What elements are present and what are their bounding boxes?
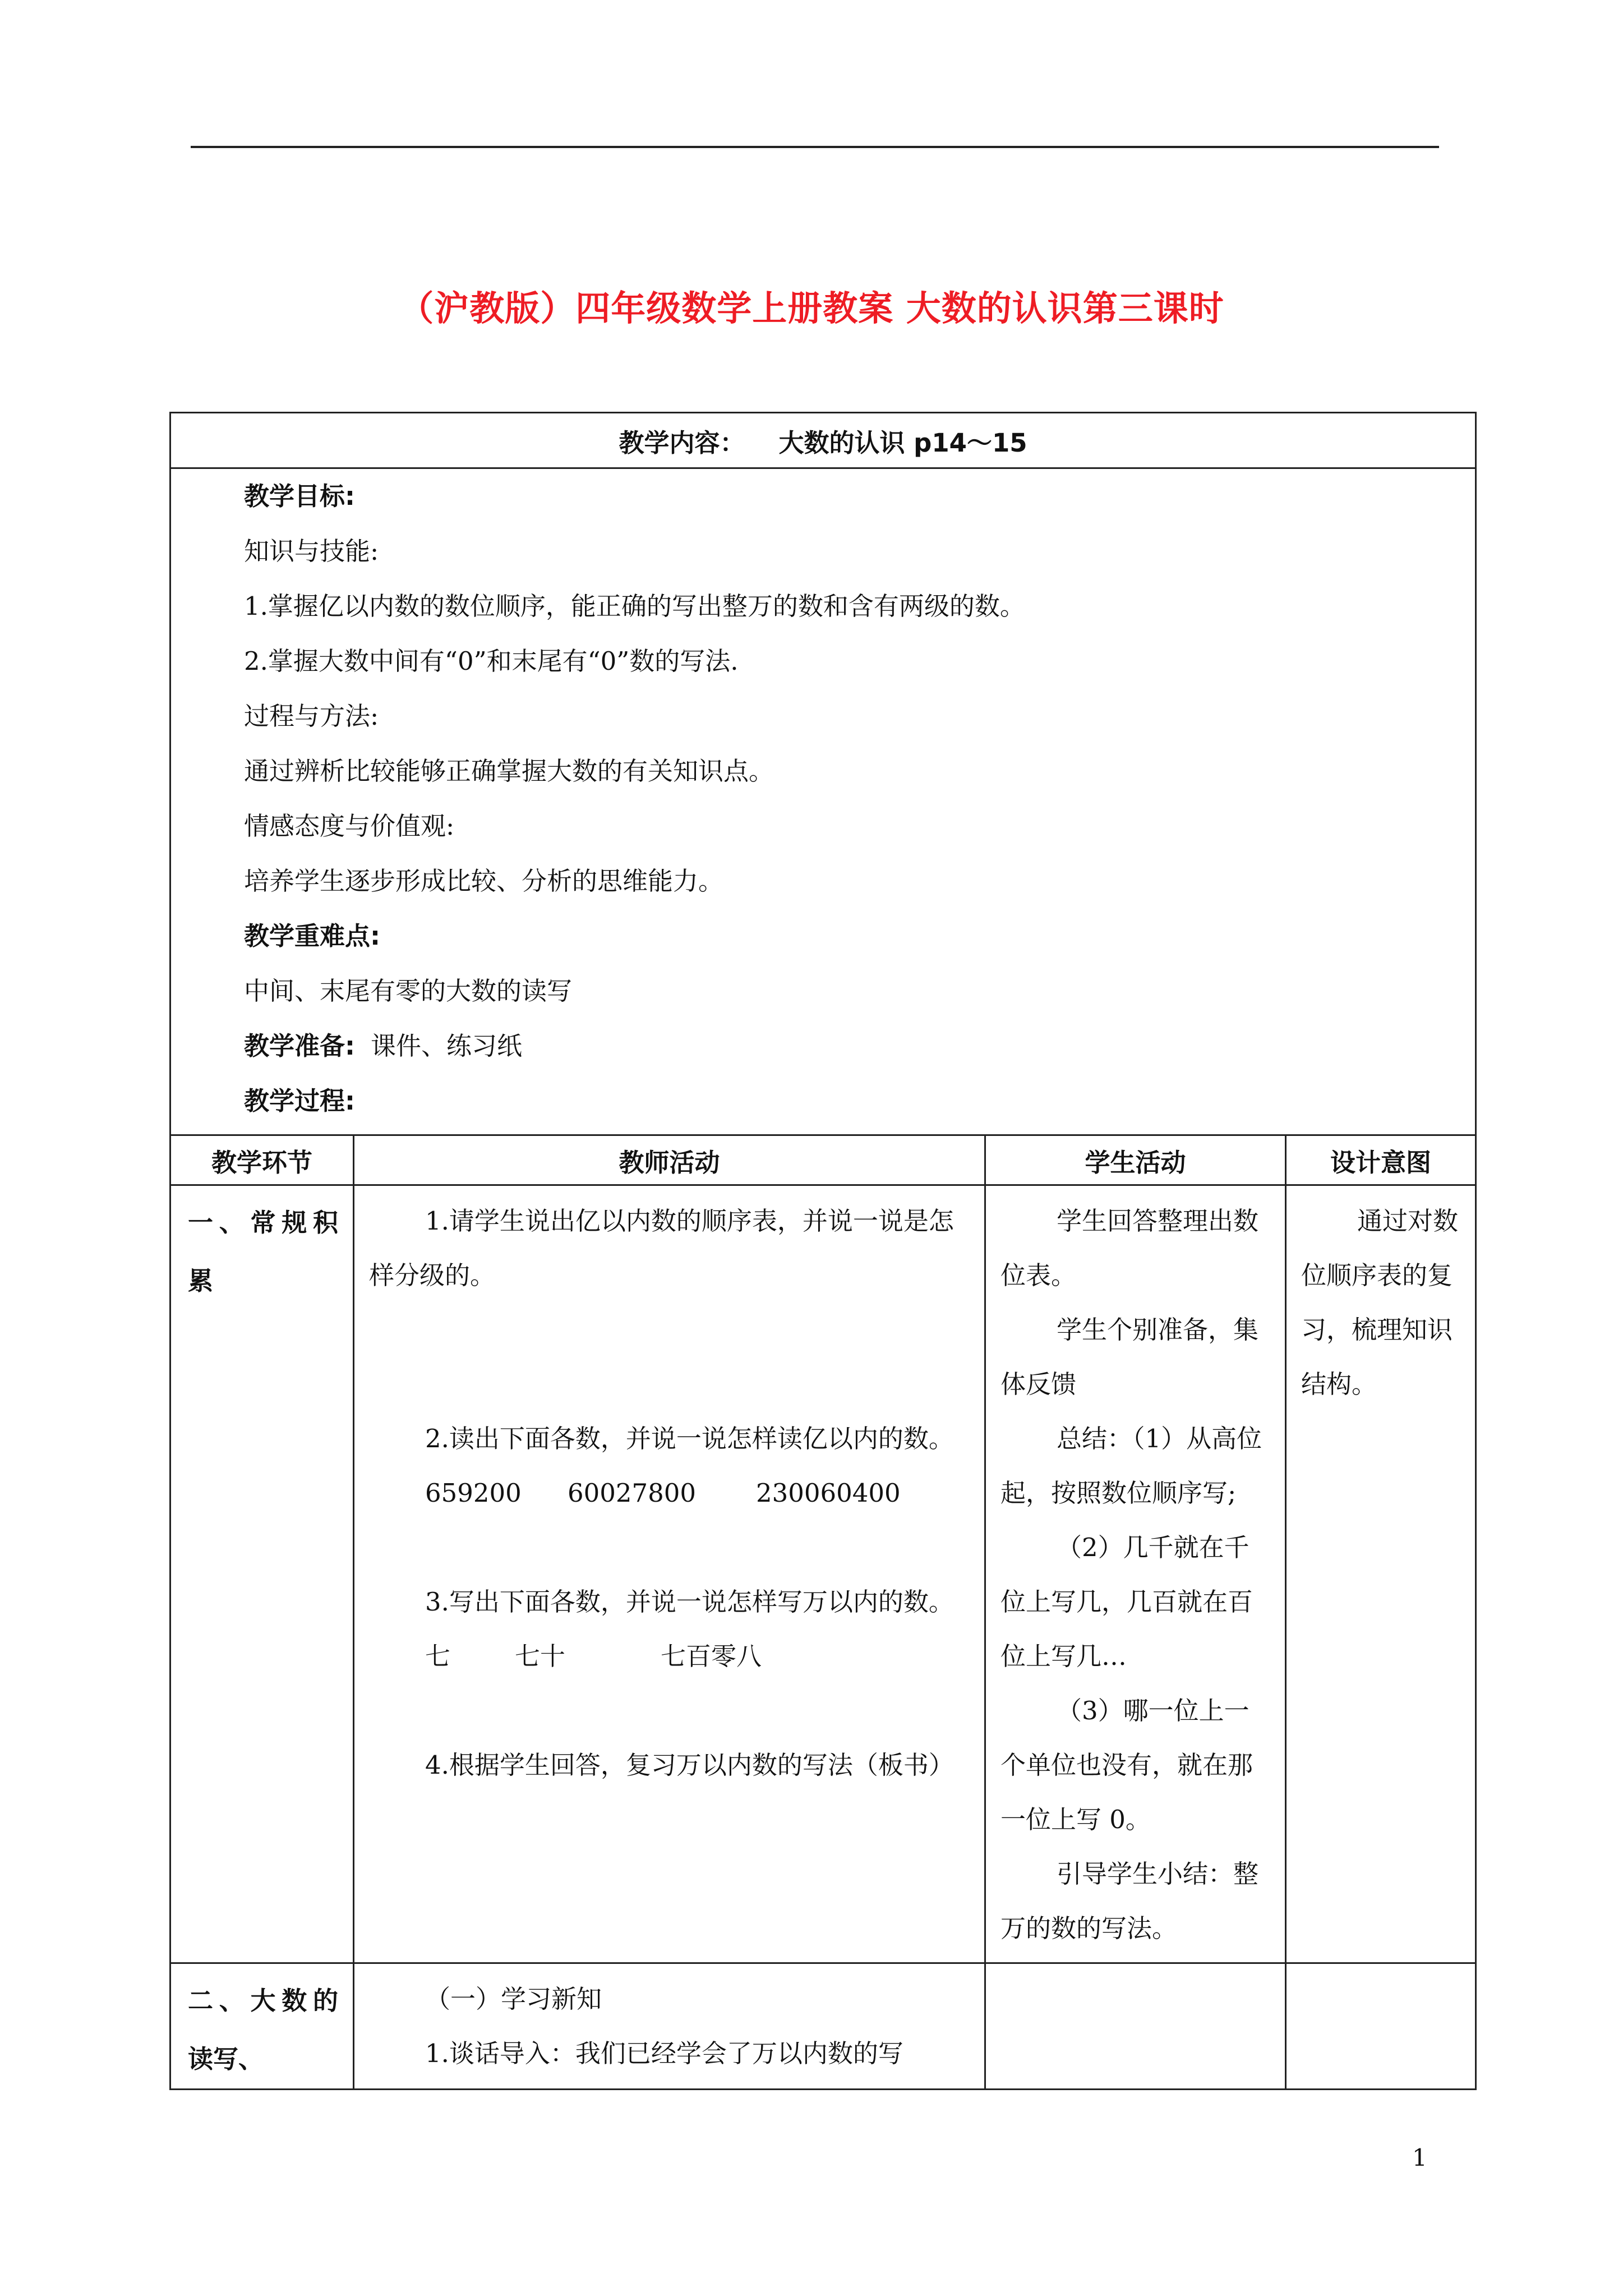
column-header-stage: 教学环节 (170, 1135, 354, 1185)
table-row (170, 1963, 1476, 2090)
knowledge-item-2: 2.掌握大数中间有“0”和末尾有“0”数的写法. (244, 646, 739, 676)
teacher-activity-cell (354, 1185, 985, 1963)
word-number-item: 七 (425, 1641, 451, 1671)
lesson-plan-table (169, 412, 1477, 2090)
student-note-5: （3）哪一位上一个单位也没有，就在那一位上写 0。 (1000, 1696, 1253, 1834)
content-value: 大数的认识 p14～15 (778, 427, 1027, 458)
stage-label: 二、大数的读写、 (188, 1986, 338, 2074)
design-intent-cell (1286, 1185, 1476, 1963)
word-number-item: 七十 (515, 1641, 566, 1671)
process-label: 过程与方法: (244, 701, 379, 731)
content-header-row (170, 413, 1476, 468)
number-item: 60027800 (568, 1478, 697, 1508)
reading-numbers (369, 1466, 969, 1520)
process-section-label: 教学过程: (244, 1086, 355, 1116)
teacher-step-4: 4.根据学生回答，复习万以内数的写法（板书） (425, 1750, 954, 1780)
table-row (170, 1185, 1476, 1963)
student-note-6: 引导学生小结：整万的数的写法。 (1000, 1859, 1259, 1943)
emotion-item-1: 培养学生逐步形成比较、分析的思维能力。 (244, 866, 724, 896)
stage-cell (170, 1185, 354, 1963)
objectives-row (170, 468, 1476, 1135)
column-header-teacher: 教师活动 (354, 1135, 985, 1185)
key-points-item: 中间、末尾有零的大数的读写 (244, 976, 573, 1006)
student-note-3: 总结：（1）从高位起，按照数位顺序写; (1000, 1424, 1262, 1508)
word-number-item: 七百零八 (661, 1641, 762, 1671)
stage-cell (170, 1963, 354, 2090)
column-header-row (170, 1135, 1476, 1185)
student-note-2: 学生个别准备，集体反馈 (1000, 1315, 1259, 1399)
emotion-label: 情感态度与价值观: (244, 811, 455, 841)
knowledge-label: 知识与技能: (244, 536, 379, 566)
writing-numbers (369, 1629, 969, 1683)
page-title: （沪教版）四年级数学上册教案 大数的认识第三课时 (399, 288, 1224, 329)
teacher-step-3: 3.写出下面各数，并说一说怎样写万以内的数。 (425, 1587, 954, 1617)
teacher-step-1: （一）学习新知 (425, 1984, 602, 2014)
column-header-student: 学生活动 (985, 1135, 1286, 1185)
preparation-line (244, 1019, 1458, 1074)
process-item-1: 通过辨析比较能够正确掌握大数的有关知识点。 (244, 756, 774, 786)
teacher-step-1: 1.请学生说出亿以内数的顺序表，并说一说是怎样分级的。 (369, 1206, 954, 1290)
knowledge-item-1: 1.掌握亿以内数的数位顺序，能正确的写出整万的数和含有两级的数。 (244, 591, 1025, 621)
goal-label: 教学目标: (244, 481, 355, 511)
student-activity-cell (985, 1963, 1286, 2090)
objectives-cell (170, 468, 1476, 1135)
teacher-activity-cell (354, 1963, 985, 2090)
student-note-1: 学生回答整理出数位表。 (1000, 1206, 1259, 1290)
key-points-label: 教学重难点: (244, 921, 380, 951)
header-rule (191, 146, 1439, 148)
content-header-cell (170, 413, 1476, 468)
preparation-value: 课件、练习纸 (371, 1031, 523, 1061)
content-label: 教学内容： (619, 427, 745, 458)
design-intent-text: 通过对数位顺序表的复习，梳理知识结构。 (1301, 1206, 1459, 1399)
student-activity-cell (985, 1185, 1286, 1963)
column-header-design: 设计意图 (1286, 1135, 1476, 1185)
number-item: 659200 (425, 1478, 522, 1508)
page-number: 1 (1412, 2144, 1427, 2171)
student-note-4: （2）几千就在千位上写几，几百就在百位上写几… (1000, 1533, 1253, 1671)
stage-label: 一、常规积累 (188, 1208, 338, 1296)
teacher-step-2: 1.谈话导入：我们已经学会了万以内数的写 (425, 2039, 903, 2068)
teacher-step-2: 2.读出下面各数，并说一说怎样读亿以内的数。 (425, 1424, 954, 1453)
number-item: 230060400 (756, 1478, 901, 1508)
design-intent-cell (1286, 1963, 1476, 2090)
preparation-label: 教学准备: (244, 1031, 355, 1061)
